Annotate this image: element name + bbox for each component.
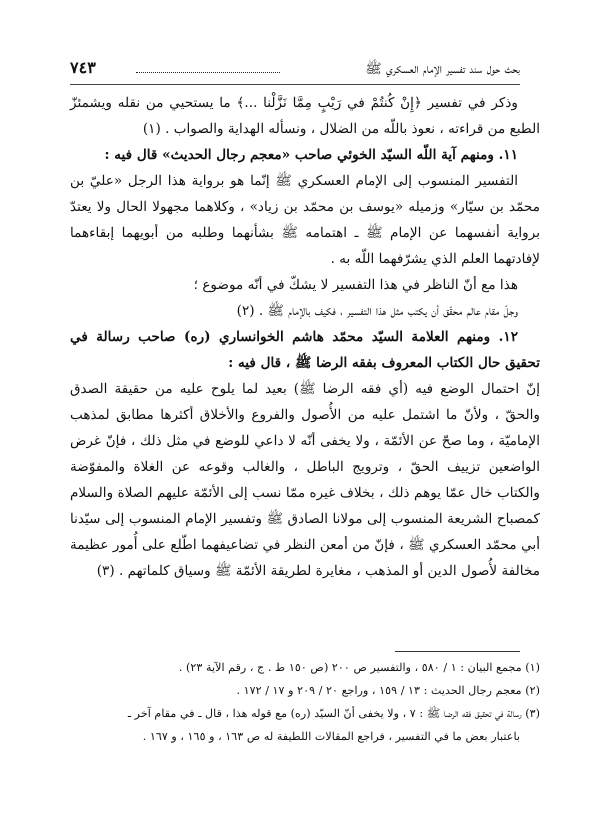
page-number: ٧٤٣ xyxy=(70,58,96,77)
quote-khansari: إنّ احتمال الوضع فيه (أي فقه الرضا ﷺ) بعيد لما يلوح عليه من حقيقة الصدق والحقّ ، ولأنّ ما اشتمل عليه من الأُصول والفروع والأخلاق أكثرها مطابق لمذهب الإماميّة ، وما صحّ عن الأئمّة ، ولا يخفى أنّه لا داعي للوضع في مثل ذلك ، فإنّ غرض الواضعين تزييف الحقّ ، وترويج الباطل ، والغالب وقوعه عن الغلاة والمفوّضة والكتاب خال عمّا يوهم ذلك ، بخلاف غيره ممّا نسب إلى الأئمّة عليهم الصلاة والسلام كمصباح الشريعة المنسوب إلى مولانا الصادق ﷺ وتفسير الإمام المنسوب إلى سيّدنا أبي محمّد العسكري ﷺ ، فإنّ من أمعن النظر في تضاعيفهما اطّلع على أُمور عظيمة مخالفة لأُصول الدين أو المذهب ، مغايرة لطريقة الأئمّة ﷺ وسياق كلماتهم . (٣) xyxy=(70,381,540,579)
main-text xyxy=(70,90,540,584)
footnotes xyxy=(70,656,540,748)
paragraph-imam: وجلّ مقام عالم محقّق أن يكتب مثل هذا التفسير ، فكيف بالإمام ﷺ . (٢) xyxy=(236,303,518,319)
paragraph-fabricated: هذا مع أنّ الناظر في هذا التفسير لا يشكّ في أنّه موضوع ؛ xyxy=(193,277,518,293)
section-heading-11: ١١. ومنهم آية اللّه السيّد الخوئي صاحب «معجم رجال الحديث» قال فيه : xyxy=(104,147,518,163)
running-header-title: بحث حول سند تفسير الإمام العسكري ﷺ xyxy=(365,61,520,77)
footnote-1: (١) مجمع البيان : ١ / ٥٨٠ ، والتفسير ص ٢٠٠ (ص ١٥٠ ط . ج ، رقم الآية ٢٣) . xyxy=(178,661,540,674)
footnote-divider xyxy=(395,651,520,652)
quote-khoei: التفسير المنسوب إلى الإمام العسكري ﷺ إنّما هو برواية هذا الرجل «عليّ بن محمّد بن سيّار» وزميله «يوسف بن محمّد بن زياد» ، وكلاهما مجهولا الحال ولا يعتدّ برواية أنفسهما عن الإمام ﷺ ـ اهتمامه ﷺ بشأنهما وطلبه من أبويهما إبقاءهما لإفادتهما العلم الذي يشرّفهما اللّه به . xyxy=(70,173,540,267)
footnote-3-continued: باعتبار بعض ما في التفسير ، فراجع المقالات اللطيفة له ص ١٦٣ ، و ١٦٥ ، و ١٦٧ . xyxy=(142,730,520,743)
paragraph-intro: وذكر في تفسير ﴿إِنْ كُنتُمْ في رَيْبٍ مِمَّا نَزَّلْنا ...﴾ ما يستحيي من نقله ويشمئزّ الطبع من قراءته ، نعوذ باللّه من الضلال ، ونسأله الهداية والصواب . (١) xyxy=(70,95,540,137)
section-heading-12: ١٢. ومنهم العلامة السيّد محمّد هاشم الخوانساري (ره) صاحب رسالة في تحقيق حال الكتاب المعروف بفقه الرضا ﷺ ، قال فيه : xyxy=(70,329,540,371)
footnote-3: (٣) رسالة في تحقيق فقه الرضا ﷺ : ٧ ، ولا يخفى أنّ السيّد (ره) مع قوله هذا ، قال ـ في مقام آخر ـ xyxy=(127,707,540,720)
running-header xyxy=(70,58,520,84)
header-divider xyxy=(70,84,520,85)
header-dotted-leader xyxy=(136,72,280,73)
footnote-2: (٢) معجم رجال الحديث : ١٣ / ١٥٩ ، وراجع ٢٠ / ٢٠٩ و ١٧ / ١٧٢ . xyxy=(236,684,540,697)
